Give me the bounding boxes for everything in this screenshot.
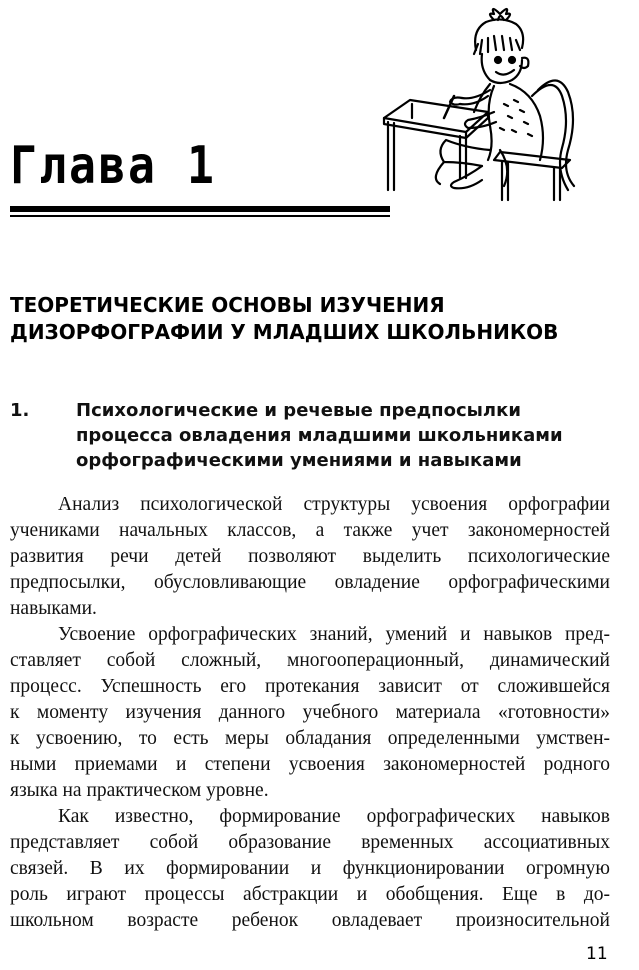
text-line: предпосылки, обусловливающие овладение орфографическими (10, 572, 610, 593)
text-line: Анализ психологической структуры усвоения орфографии (58, 494, 610, 515)
section-title-line: ДИЗОРФОГРАФИИ У МЛАДШИХ ШКОЛЬНИКОВ (10, 320, 559, 344)
text-line: развития речи детей позволяют выделить психологические (10, 546, 610, 567)
text-line: школьном возрасте ребенок овладевает произносительной (10, 910, 610, 931)
subsection-title-line: процесса овладения младшими школьниками (76, 425, 563, 446)
paragraph (10, 492, 610, 622)
subsection-title-line: орфографическими умениями и навыками (76, 450, 522, 471)
text-line: представляет собой образование временных ассоциативных (10, 832, 610, 853)
text-line: связей. В их формировании и функционировании огромную (10, 858, 610, 879)
text-line: ставляет собой сложный, многооперационный, динамический (10, 650, 610, 671)
text-line: к усвоению, то есть меры обладания определенными умствен- (10, 728, 610, 749)
text-line: навыками. (10, 598, 97, 619)
page-number: 11 (586, 944, 608, 964)
subsection-number: 1. (10, 400, 30, 421)
text-line: процесс. Успешность его протекания зависит от сложившейся (10, 676, 610, 697)
chapter-divider-thin (10, 215, 390, 217)
subsection-title-line: Психологические и речевые предпосылки (76, 400, 521, 421)
text-line: Как известно, формирование орфографических навыков (58, 806, 610, 827)
text-line: роль играют процессы абстракции и обобщения. Еще в до- (10, 884, 610, 905)
text-line: языка на практическом уровне. (10, 780, 269, 801)
chapter-divider-thick (10, 206, 390, 212)
section-title-line: ТЕОРЕТИЧЕСКИЕ ОСНОВЫ ИЗУЧЕНИЯ (10, 293, 445, 317)
body-text (10, 492, 610, 934)
text-line: ными приемами и степени усвоения закономерностей родного (10, 754, 610, 775)
text-line: к моменту изучения данного учебного материала «готовности» (10, 702, 610, 723)
section-title (10, 292, 570, 346)
text-line: учениками начальных классов, а также учет закономерностей (10, 520, 610, 541)
subsection-title (76, 398, 563, 473)
text-line: Усвоение орфографических знаний, умений и навыков пред- (58, 624, 610, 645)
chapter-title: Глава 1 (10, 136, 217, 196)
paragraph (10, 804, 610, 934)
paragraph (10, 622, 610, 804)
monkey-writing-at-desk-icon (382, 0, 590, 205)
